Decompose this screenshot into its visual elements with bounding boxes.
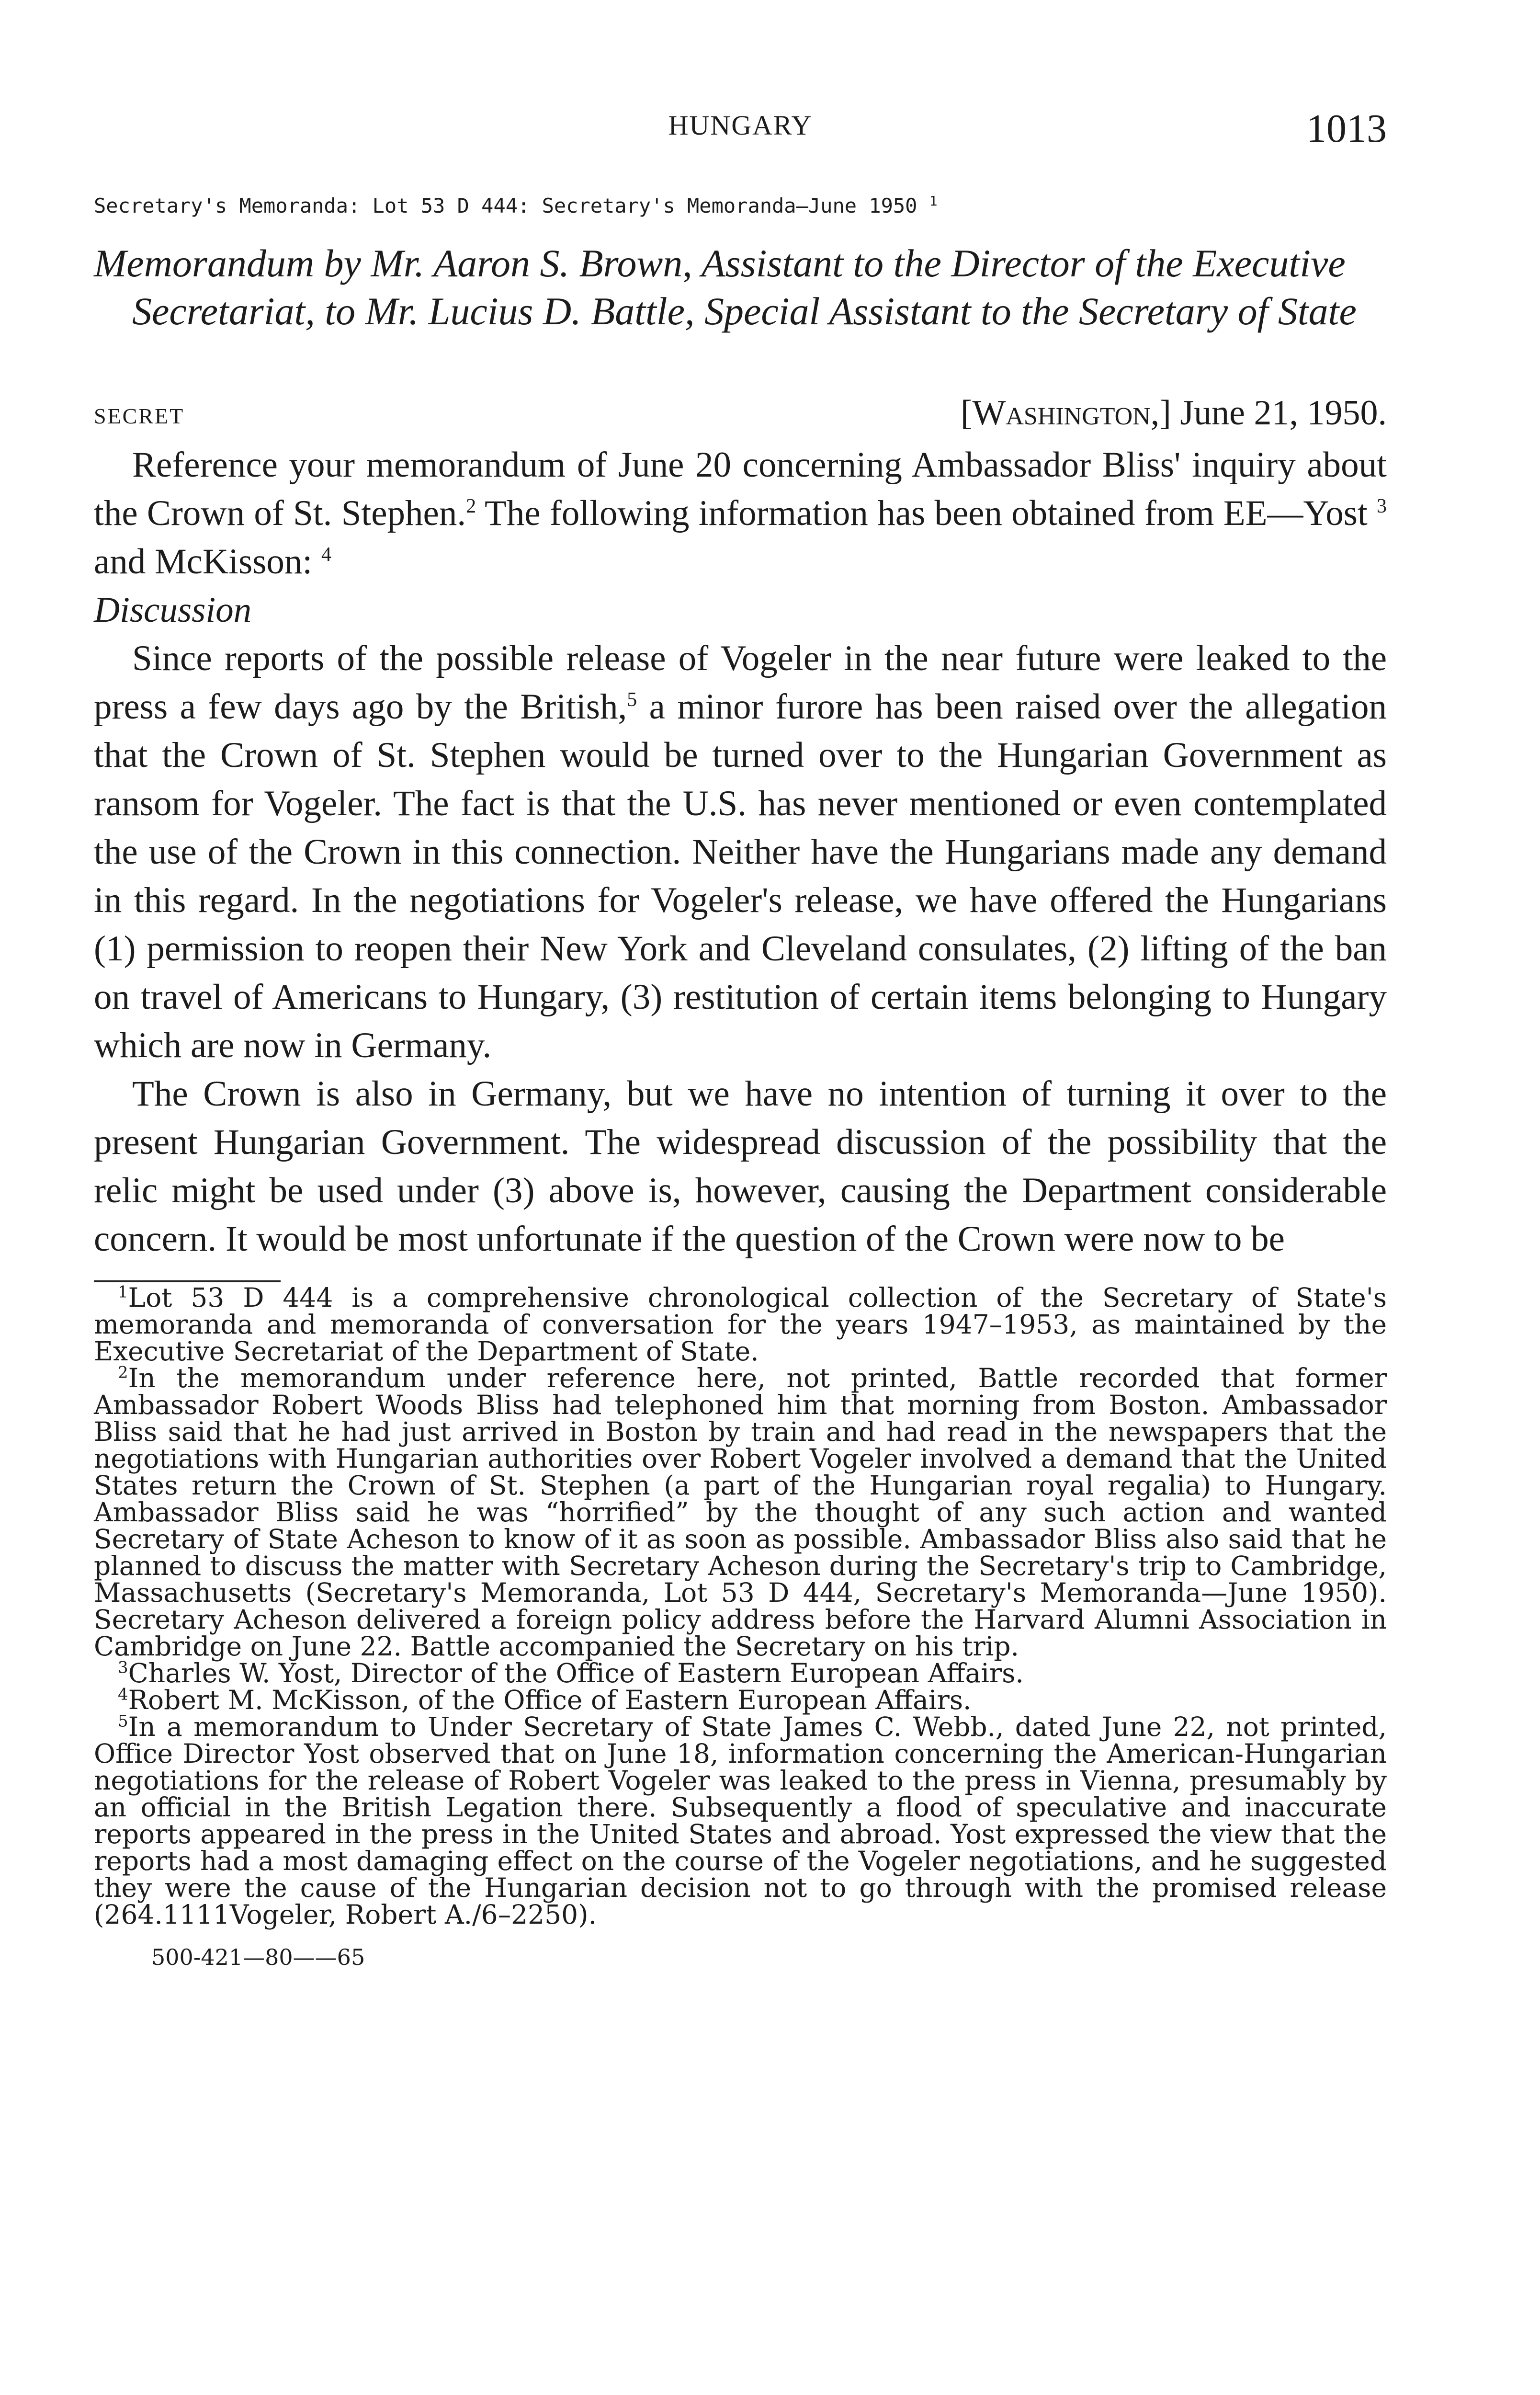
footnote-5 bbox=[94, 1713, 1387, 1928]
footnote-text: In the memorandum under reference here, not printed, Battle recorded that former Ambassador Robert Woods Bliss had telephoned him that morning from Boston. Ambassador Bliss said that he had just arrived in Boston by train and had read in the newspapers that the negotiations with Hungarian authorities over Robert Vogeler involved a demand that the United States return the Crown of St. Stephen (a part of the Hungarian royal regalia) to Hungary. Ambassador Bliss said he was “horrified” by the thought of any such action and wanted Secretary of State Acheson to know of it as soon as possible. Ambassador Bliss also said that he planned to discuss the matter with Secretary Acheson during the Secretary's trip to Cambridge, Massachusetts (Secretary's Memoranda, Lot 53 D 444, Secretary's Memoranda—June 1950). Secretary Acheson delivered a foreign policy address before the Harvard Alumni Association in Cambridge on June 22. Battle accompanied the Secretary on his trip. bbox=[94, 1363, 1387, 1662]
source-citation bbox=[94, 187, 1387, 220]
footnote-text: Charles W. Yost, Director of the Office of Eastern European Affairs. bbox=[128, 1658, 1024, 1688]
document-title: Memorandum by Mr. Aaron S. Brown, Assistant to the Director of the Executive Secretariat, to Mr. Lucius D. Battle, Special Assistant to the Secretary of State bbox=[94, 241, 1357, 333]
date-line bbox=[961, 393, 1387, 433]
paragraph-1-text-b: The following information has been obtained from EE—Yost bbox=[476, 493, 1377, 533]
paragraph-3: The Crown is also in Germany, but we have no intention of turning it over to the present Hungarian Government. The widespread discussion of the possibility that the relic might be used under (3) above is, however, causing the Department considerable concern. It would be most unfortunate if the question of the Crown were now to be bbox=[94, 1074, 1387, 1259]
footnote-text: Robert M. McKisson, of the Office of Eastern European Affairs. bbox=[128, 1685, 972, 1715]
source-citation-text: Secretary's Memoranda: Lot 53 D 444: Secretary's Memoranda—June 1950 bbox=[94, 194, 917, 217]
place: [Washington,] bbox=[960, 393, 1171, 433]
paragraph-1-text-c: and McKisson: bbox=[94, 542, 321, 582]
footnote-number: 1 bbox=[118, 1282, 128, 1302]
print-code: 500-421—80——65 bbox=[151, 1944, 365, 1970]
footnote-1 bbox=[94, 1284, 1387, 1365]
classification-label: SECRET bbox=[94, 404, 185, 428]
paragraph-1-text-a: Reference your memorandum of June 20 concerning Ambassador Bliss' inquiry about the Crown of St. Stephen. bbox=[94, 445, 1387, 533]
footnote-text: Lot 53 D 444 is a comprehensive chronological collection of the Secretary of State's memoranda and memoranda of conversation for the years 1947–1953, as maintained by the Executive Secretariat of the Department of State. bbox=[94, 1282, 1387, 1367]
paragraph-2-text-a: Since reports of the possible release of Vogeler in the near future were leaked to the press a few days ago by the British, bbox=[94, 639, 1387, 727]
paragraph-2-text-b: a minor furore has been raised over the allegation that the Crown of St. Stephen would be turned over to the Hungarian Government as ransom for Vogeler. The fact is that the U.S. has never mentioned or even contemplated the use of the Crown in this connection. Neither have the Hungarians made any demand in this regard. In the negotiations for Vogeler's release, we have offered the Hungarians (1) permission to reopen their New York and Cleveland consulates, (2) lifting of the ban on travel of Americans to Hungary, (3) restitution of certain items belonging to Hungary which are now in Germany. bbox=[94, 687, 1387, 1065]
footnote-number: 5 bbox=[118, 1711, 128, 1731]
footnote-3 bbox=[94, 1660, 1387, 1687]
memorandum-body bbox=[94, 441, 1387, 1263]
footnote-number: 3 bbox=[118, 1658, 128, 1677]
running-title: HUNGARY bbox=[668, 110, 813, 141]
date: June 21, 1950. bbox=[1180, 393, 1387, 433]
paragraph-2 bbox=[94, 634, 1387, 1070]
paragraph-1 bbox=[94, 441, 1387, 586]
footnote-text: In a memorandum to Under Secretary of State James C. Webb., dated June 22, not printed, Office Director Yost observed that on June 18, information concerning the American-Hungarian negotiations for the release of Robert Vogeler was leaked to the press in Vienna, presumably by an official in the British Legation there. Subsequently a flood of speculative and inaccurate reports appeared in the press in the United States and abroad. Yost expressed the view that the reports had a most damaging effect on the course of the Vogeler negotiations, and he suggested they were the cause of the Hungarian decision not to go through with the promised release (264.1111Vogeler, Robert A./6–2250). bbox=[94, 1711, 1387, 1930]
dateline bbox=[94, 393, 1387, 441]
footnotes bbox=[94, 1284, 1387, 1928]
footnote-4 bbox=[94, 1687, 1387, 1713]
discussion-heading: Discussion bbox=[94, 590, 252, 630]
running-head bbox=[94, 96, 1387, 153]
footnote-ref-5[interactable]: 5 bbox=[627, 689, 637, 711]
footnote-2 bbox=[94, 1365, 1387, 1660]
page-number: 1013 bbox=[1306, 106, 1387, 151]
footnote-number: 4 bbox=[118, 1685, 128, 1704]
footnote-ref-3[interactable]: 3 bbox=[1377, 495, 1387, 517]
document-page bbox=[94, 96, 1387, 1970]
footnote-number: 2 bbox=[118, 1363, 128, 1382]
footnote-ref-4[interactable]: 4 bbox=[321, 544, 331, 566]
footnote-ref-2[interactable]: 2 bbox=[466, 495, 476, 517]
footnote-ref-1[interactable]: 1 bbox=[929, 193, 938, 209]
